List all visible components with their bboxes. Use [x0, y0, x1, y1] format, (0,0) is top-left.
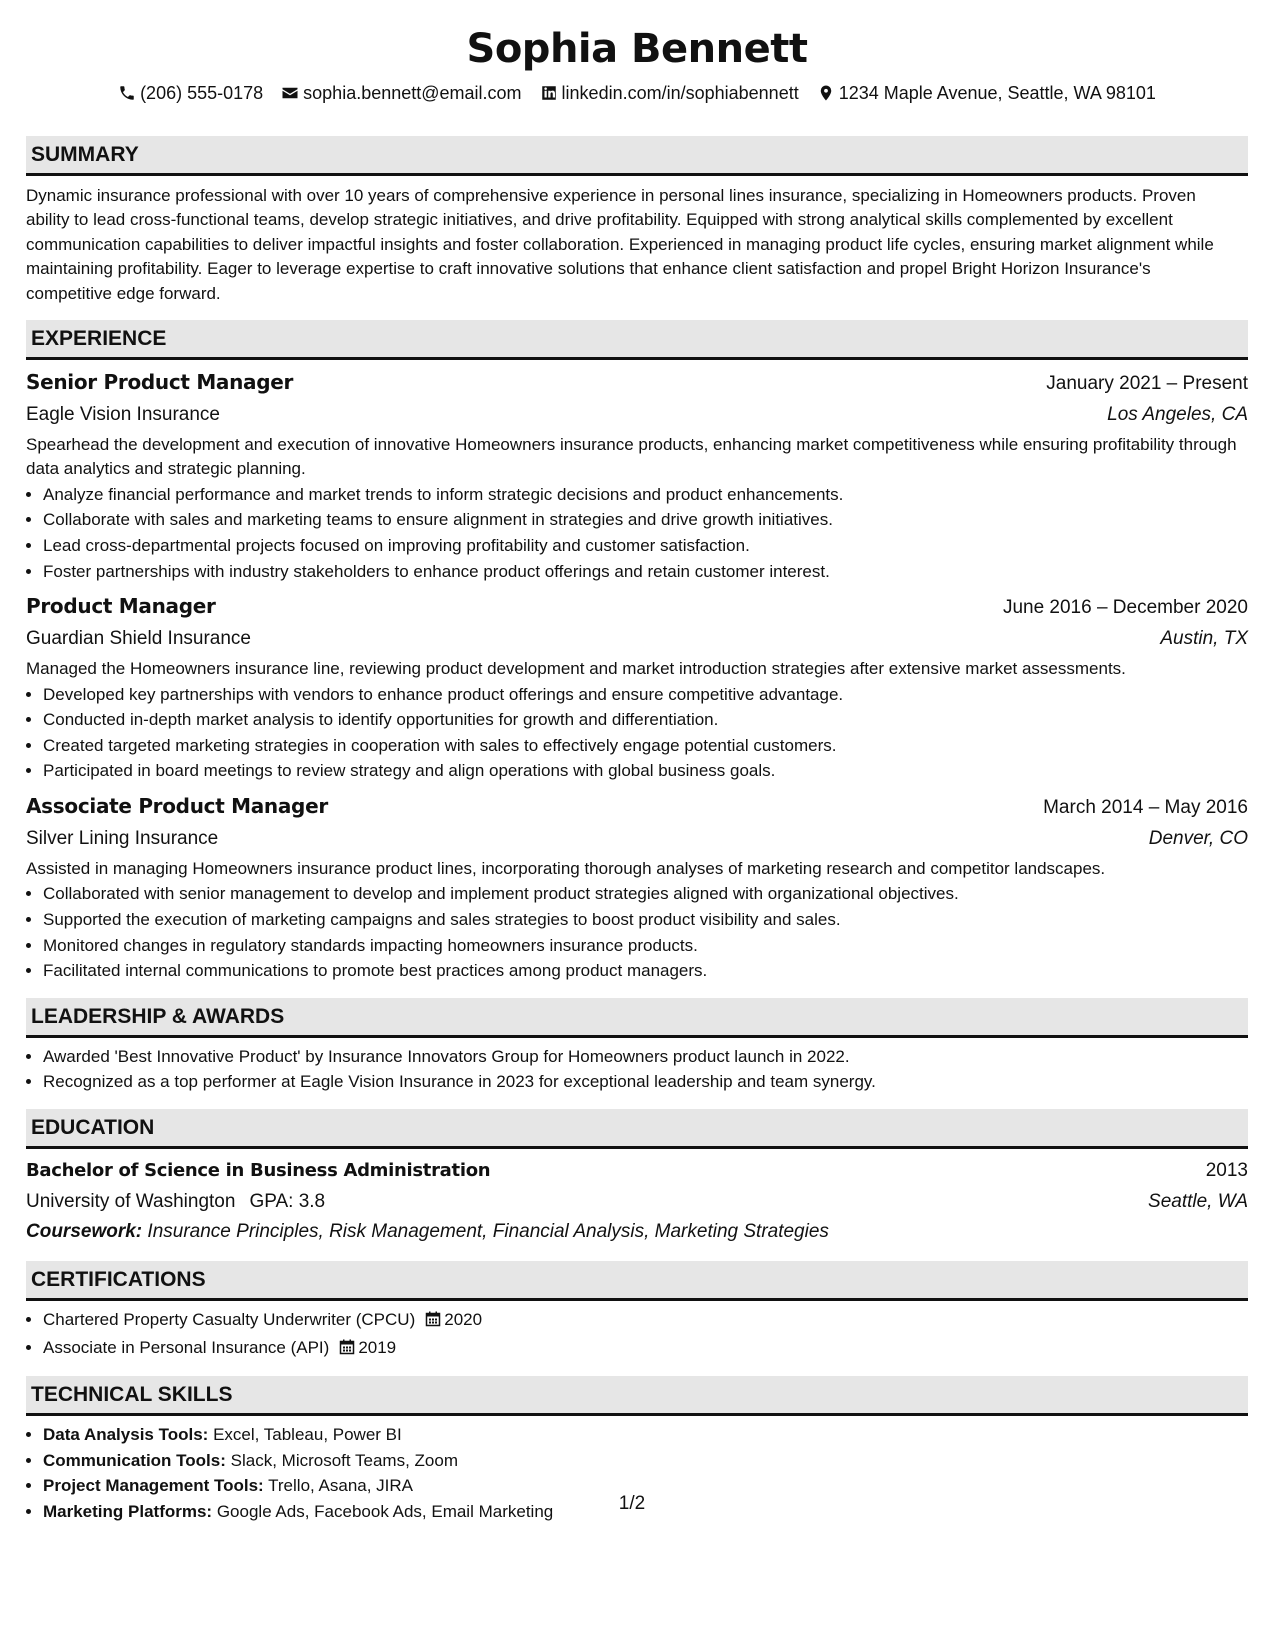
experience-heading: EXPERIENCE	[26, 320, 1248, 360]
page-number: 1/2	[618, 1493, 646, 1514]
list-item: • Analyze financial performance and market trends to inform strategic decisions and product enhancements.	[43, 482, 1248, 508]
skill-value: Slack, Microsoft Teams, Zoom	[230, 1450, 458, 1470]
job-dates: June 2016 – December 2020	[1002, 597, 1248, 619]
job-bullets	[26, 682, 1248, 784]
job-description: Spearhead the development and execution of innovative Homeowners insurance products, enhancing market competitiveness while ensuring profitability through data analytics and strategic planning.	[26, 435, 1237, 479]
education-entry	[26, 1155, 1248, 1247]
calendar-icon	[339, 1337, 355, 1363]
address-text: 1234 Maple Avenue, Seattle, WA 98101	[838, 83, 1156, 103]
contact-email[interactable]	[281, 80, 521, 106]
calendar-icon	[425, 1309, 441, 1335]
list-item: • Participated in board meetings to review strategy and align operations with global business goals.	[43, 758, 1248, 784]
job-description: Assisted in managing Homeowners insurance product lines, incorporating thorough analyses of marketing research and competitor landscapes.	[26, 859, 1106, 878]
job-bullets	[26, 881, 1248, 983]
job-company: Guardian Shield Insurance	[26, 628, 251, 650]
contact-bar	[26, 80, 1248, 106]
skills-heading: TECHNICAL SKILLS	[26, 1376, 1248, 1416]
contact-linkedin[interactable]	[540, 80, 799, 106]
list-item: • Monitored changes in regulatory standards impacting homeowners insurance products.	[43, 933, 1248, 959]
job-location: Austin, TX	[1160, 628, 1248, 650]
list-item: • Collaborate with sales and marketing teams to ensure alignment in strategies and drive growth initiatives.	[43, 507, 1248, 533]
email-text: sophia.bennett@email.com	[303, 83, 522, 103]
job-description: Managed the Homeowners insurance line, reviewing product development and market introduction strategies after extensive market assessments.	[26, 659, 1126, 679]
job-dates: January 2021 – Present	[1046, 373, 1248, 395]
education-heading: EDUCATION	[26, 1109, 1248, 1149]
linkedin-icon	[540, 84, 558, 102]
phone-text: (206) 555-0178	[140, 83, 264, 103]
contact-phone[interactable]	[118, 80, 263, 106]
list-item: • Recognized as a top performer at Eagle Vision Insurance in 2023 for exceptional leadership and team synergy.	[43, 1069, 1248, 1095]
coursework-list: Insurance Principles, Risk Management, Financial Analysis, Marketing Strategies	[147, 1220, 829, 1242]
summary-text: Dynamic insurance professional with over 10 years of comprehensive experience in personal lines insurance, specializing in Homeowners products. Proven ability to lead cross-functional teams, develop strategic initiatives, and drive profitability. Equipped with strong analytical skills complemented by excellent communication capabilities to deliver impactful insights and foster collaboration. Experienced in managing product life cycles, ensuring market alignment while maintaining profitability. Eager to leverage expertise to craft innovative solutions that enhance client satisfaction and propel Bright Horizon Insurance's competitive edge forward.	[26, 186, 1214, 303]
list-item: • Collaborated with senior management to develop and implement product strategies aligned with organizational objectives.	[43, 881, 1248, 907]
list-item: • Facilitated internal communications to promote best practices among product managers.	[43, 958, 1248, 984]
cert-year: 2019	[358, 1337, 397, 1357]
certifications-heading: CERTIFICATIONS	[26, 1261, 1248, 1301]
map-pin-icon	[817, 84, 835, 102]
list-item	[43, 1335, 1248, 1363]
phone-icon	[118, 84, 136, 102]
job-bullets	[26, 482, 1248, 584]
school-name: University of Washington	[26, 1190, 236, 1212]
envelope-icon	[281, 84, 299, 102]
list-item: • Developed key partnerships with vendors to enhance product offerings and ensure competitive advantage.	[43, 682, 1248, 708]
coursework	[26, 1217, 1248, 1247]
skill-value: Trello, Asana, JIRA	[268, 1476, 414, 1496]
list-item: • Supported the execution of marketing campaigns and sales strategies to boost product visibility and sales.	[43, 907, 1248, 933]
job-entry	[26, 366, 1248, 584]
job-dates: March 2014 – May 2016	[1043, 797, 1248, 818]
skill-value: Google Ads, Facebook Ads, Email Marketing	[216, 1501, 554, 1521]
linkedin-text: linkedin.com/in/sophiabennett	[561, 83, 799, 103]
coursework-label: Coursework:	[26, 1220, 143, 1242]
cert-year: 2020	[444, 1309, 483, 1329]
job-location: Denver, CO	[1148, 828, 1248, 849]
list-item: • Lead cross-departmental projects focused on improving profitability and customer satisfaction.	[43, 533, 1248, 559]
leadership-heading: LEADERSHIP & AWARDS	[26, 998, 1248, 1038]
list-item	[43, 1307, 1248, 1335]
graduation-year: 2013	[1205, 1159, 1248, 1181]
degree-title: Bachelor of Science in Business Administration	[26, 1159, 491, 1181]
job-entry	[26, 790, 1248, 984]
skill-label: Data Analysis Tools:	[43, 1425, 209, 1445]
gpa: GPA: 3.8	[249, 1190, 326, 1212]
summary-heading: SUMMARY	[26, 136, 1248, 176]
list-item: • Foster partnerships with industry stakeholders to enhance product offerings and retain customer interest.	[43, 559, 1248, 585]
candidate-name: Sophia Bennett	[466, 26, 808, 72]
job-company: Silver Lining Insurance	[26, 828, 219, 849]
job-entry	[26, 590, 1248, 784]
skill-label: Marketing Platforms:	[43, 1501, 213, 1521]
job-title: Product Manager	[26, 594, 216, 619]
list-item	[43, 1448, 1248, 1474]
cert-name: Associate in Personal Insurance (API)	[43, 1337, 330, 1357]
list-item: • Conducted in-depth market analysis to identify opportunities for growth and differentiation.	[43, 707, 1248, 733]
job-title: Senior Product Manager	[26, 370, 294, 395]
certifications-list	[26, 1307, 1248, 1362]
job-company: Eagle Vision Insurance	[26, 404, 220, 426]
skill-label: Project Management Tools:	[43, 1476, 264, 1496]
job-title: Associate Product Manager	[26, 794, 328, 818]
leadership-list	[26, 1044, 1248, 1095]
list-item	[43, 1422, 1248, 1448]
job-location: Los Angeles, CA	[1107, 404, 1248, 426]
resume-page	[26, 0, 1248, 1525]
skill-label: Communication Tools:	[43, 1450, 226, 1470]
list-item: • Created targeted marketing strategies in cooperation with sales to effectively engage potential customers.	[43, 733, 1248, 759]
contact-address	[817, 80, 1156, 106]
school-location: Seattle, WA	[1148, 1190, 1248, 1212]
list-item: • Awarded 'Best Innovative Product' by Insurance Innovators Group for Homeowners product launch in 2022.	[43, 1044, 1248, 1070]
cert-name: Chartered Property Casualty Underwriter (CPCU)	[43, 1309, 416, 1329]
school-line	[26, 1187, 325, 1217]
skill-value: Excel, Tableau, Power BI	[213, 1425, 402, 1445]
